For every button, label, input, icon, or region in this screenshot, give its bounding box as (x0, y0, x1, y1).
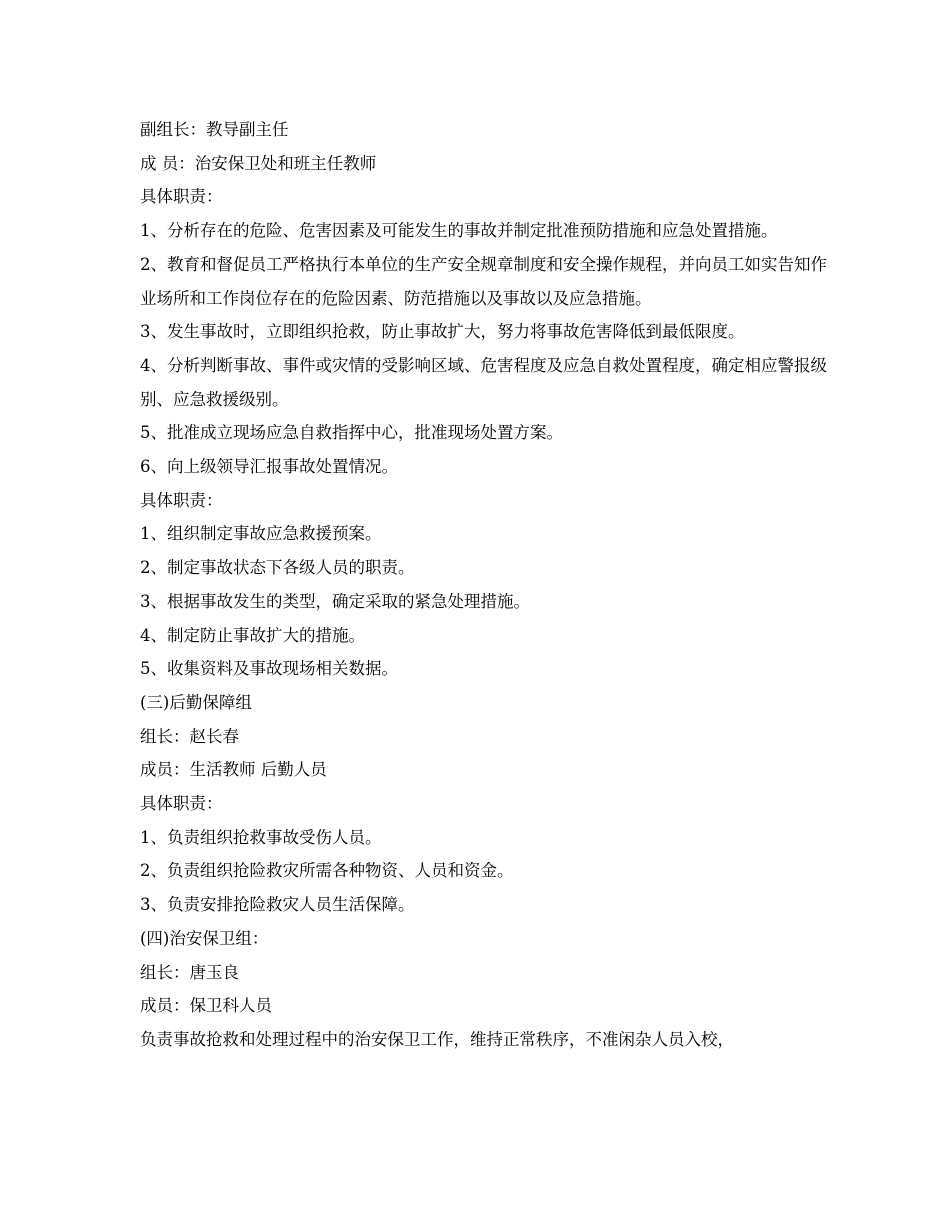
deputy-leader-line: 副组长：教导副主任 (140, 120, 289, 139)
duty-item: 2、教育和督促员工严格执行本单位的生产安全规章制度和安全操作规程，并向员工如实告知作业场所和工作岗位存在的危险因素、防范措施以及事故以及应急措施。 (140, 254, 827, 308)
duty-item: 4、制定防止事故扩大的措施。 (140, 625, 365, 645)
members-line: 成员：生活教师 后勤人员 (140, 760, 327, 780)
leader-line: 组长：唐玉良 (140, 962, 239, 982)
duty-item: 1、负责组织抢救事故受伤人员。 (140, 827, 382, 847)
duty-item: 3、发生事故时，立即组织抢救，防止事故扩大，努力将事故危害降低到最低限度。 (140, 322, 745, 342)
duties-heading: 具体职责： (140, 794, 223, 814)
duty-item: 4、分析判断事故、事件或灾情的受影响区域、危害程度及应急自救处置程度，确定相应警报级别、应急救援级别。 (140, 355, 827, 409)
duty-item: 6、向上级领导汇报事故处置情况。 (140, 457, 398, 477)
duty-item: 3、根据事故发生的类型，确定采取的紧急处理措施。 (140, 591, 530, 611)
section-heading-security: (四)治安保卫组： (140, 928, 269, 948)
duty-item: 1、组织制定事故应急救援预案。 (140, 524, 382, 544)
members-line: 成 员：治安保卫处和班主任教师 (140, 153, 377, 173)
duty-item: 3、负责安排抢险救灾人员生活保障。 (140, 895, 415, 915)
duty-item: 2、负责组织抢险救灾所需各种物资、人员和资金。 (140, 861, 514, 881)
duty-item: 5、收集资料及事故现场相关数据。 (140, 659, 398, 679)
duty-item: 2、制定事故状态下各级人员的职责。 (140, 558, 415, 578)
duties-heading: 具体职责： (140, 187, 223, 207)
document-body (140, 113, 830, 1057)
security-duty-paragraph: 负责事故抢救和处理过程中的治安保卫工作，维持正常秩序，不准闲杂人员入校， (140, 1029, 734, 1049)
members-line: 成员：保卫科人员 (140, 996, 272, 1016)
leader-line: 组长：赵长春 (140, 726, 239, 746)
duties-heading: 具体职责： (140, 490, 223, 510)
duty-item: 5、批准成立现场应急自救指挥中心，批准现场处置方案。 (140, 423, 563, 443)
section-heading-logistics: (三)后勤保障组 (140, 692, 252, 712)
duty-item: 1、分析存在的危险、危害因素及可能发生的事故并制定批准预防措施和应急处置措施。 (140, 221, 778, 241)
